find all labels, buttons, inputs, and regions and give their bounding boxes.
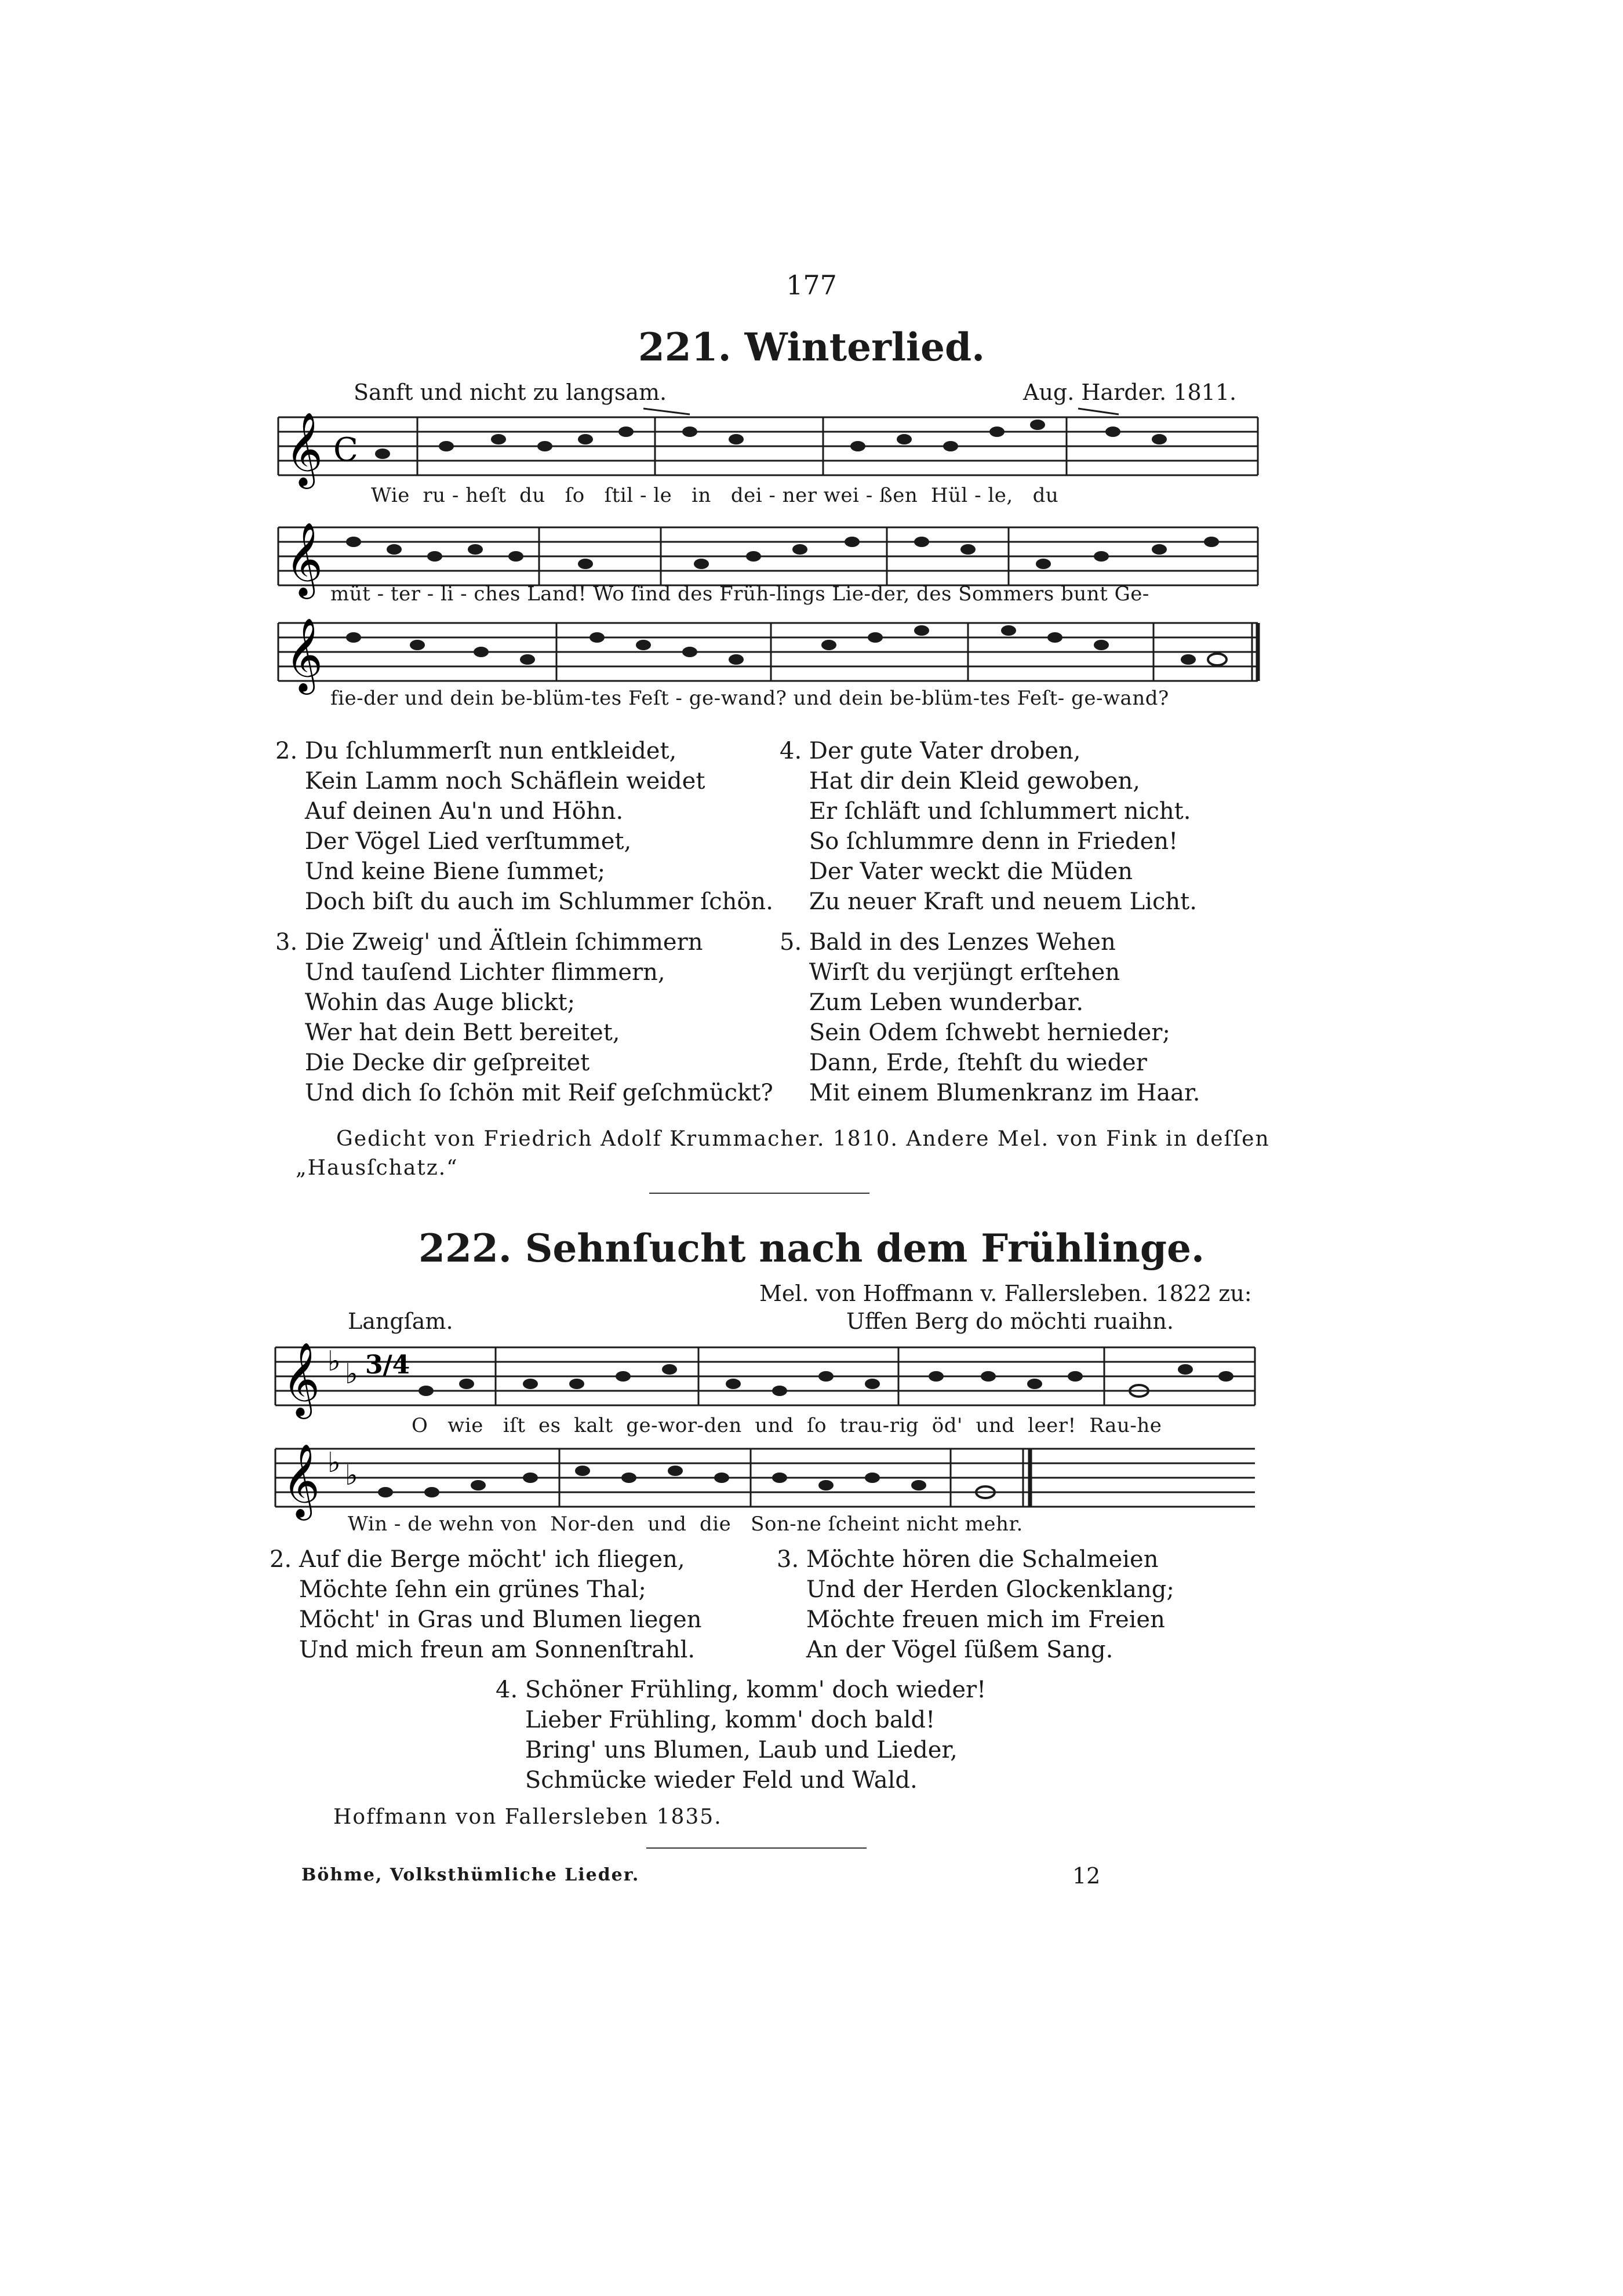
melody-source: Uffen Berg do möchti ruaihn.: [846, 1309, 1174, 1334]
time-signature: 3/4: [365, 1350, 410, 1380]
source-footer: Böhme, Volksthümliche Lieder.: [301, 1865, 640, 1885]
section-divider: [649, 1193, 869, 1194]
tempo-marking: Sanft und nicht zu langsam.: [354, 380, 667, 405]
svg-text:𝄞: 𝄞: [282, 1443, 321, 1517]
song-title: 222. Sehnſucht nach dem Frühlinge.: [419, 1226, 1204, 1271]
page-number: 177: [786, 269, 837, 301]
svg-text:♭: ♭: [327, 1446, 341, 1479]
verse-2: 2. Du ſchlummerſt nun entkleidet, Kein Lamm noch Schäflein weidet Auf deinen Au'n und Höhn. Der Vögel Lied verſtummet, Und keine Biene ſummet; Doch biſt du auch im Schlummer ſchön.: [275, 738, 773, 915]
svg-text:♭: ♭: [345, 1358, 358, 1390]
lyrics-line-3: fie-der und dein be-blüm-tes Feſt - ge-wand? und dein be-blüm-tes Feſt- ge-wand?: [330, 687, 1169, 710]
poem-credit: Hoffmann von Fallersleben 1835.: [333, 1805, 722, 1829]
verse-4: 4. Schöner Frühling, komm' doch wieder! Lieber Frühling, komm' doch bald! Bring' uns Blumen, Laub und Lieder, Schmücke wieder Feld und Wald.: [496, 1677, 987, 1794]
song-title: 221. Winterlied.: [638, 325, 985, 370]
poem-credit: Gedicht von Friedrich Adolf Krummacher. 1810. Andere Mel. von Fink in deſſen: [336, 1127, 1270, 1151]
verse-5: 5. Bald in des Lenzes Wehen Wirſt du verjüngt erſtehen Zum Leben wunderbar. Sein Odem ſchwebt hernieder; Dann, Erde, ſtehſt du wieder Mit einem Blumenkranz im Haar.: [780, 929, 1200, 1106]
poem-credit-cont: „Hausſchatz.“: [296, 1156, 458, 1180]
signature-mark: 12: [1072, 1863, 1101, 1889]
section-divider: [646, 1847, 867, 1849]
lyrics-line-5: Win - de wehn von Nor-den und die Son-ne ſcheint nicht mehr.: [348, 1513, 1023, 1536]
melody-credit: Mel. von Hoffmann v. Fallersleben. 1822 zu:: [759, 1281, 1252, 1306]
music-staff-1: [272, 406, 1264, 493]
svg-text:𝄞: 𝄞: [285, 522, 323, 596]
composer-credit: Aug. Harder. 1811.: [1023, 380, 1237, 405]
svg-text:𝄞: 𝄞: [285, 411, 323, 486]
svg-text:♭: ♭: [327, 1345, 341, 1377]
music-staff-3: [272, 611, 1264, 698]
verse-4: 4. Der gute Vater droben, Hat dir dein Kleid gewoben, Er ſchläft und ſchlummert nicht. So ſchlummre denn in Frieden! Der Vater weckt die Müden Zu neuer Kraft und neuem Licht.: [780, 738, 1197, 915]
lyrics-line-4: O wie iſt es kalt ge-wor-den und ſo trau-rig öd' und leer! Rau-he: [412, 1414, 1162, 1437]
tempo-marking: Langſam.: [348, 1309, 453, 1334]
lyrics-line-1: Wie ru - heſt du ſo ſtil - le in dei - ner wei - ßen Hül - le, du: [371, 484, 1059, 507]
verse-3: 3. Die Zweig' und Äſtlein ſchimmern Und tauſend Lichter flimmern, Wohin das Auge blickt; Wer hat dein Bett bereitet, Die Decke dir geſpreitet Und dich ſo ſchön mit Reif geſchmückt?: [275, 929, 773, 1106]
verse-2: 2. Auf die Berge möcht' ich fliegen, Möchte ſehn ein grünes Thal; Möcht' in Gras und Blumen liegen Und mich freun am Sonnenſtrahl.: [270, 1546, 702, 1663]
svg-text:𝄞: 𝄞: [285, 617, 323, 691]
verse-3: 3. Möchte hören die Schalmeien Und der Herden Glockenklang; Möchte freuen mich im Freien An der Vögel ſüßem Sang.: [777, 1546, 1174, 1663]
music-staff-5: [270, 1437, 1261, 1524]
svg-text:C: C: [333, 431, 358, 469]
music-staff-4: [270, 1336, 1261, 1423]
svg-text:♭: ♭: [345, 1459, 358, 1492]
svg-text:𝄞: 𝄞: [282, 1342, 321, 1416]
lyrics-line-2: müt - ter - li - ches Land! Wo ſind des Früh-lings Lie-der, des Sommers bunt Ge-: [330, 582, 1149, 606]
